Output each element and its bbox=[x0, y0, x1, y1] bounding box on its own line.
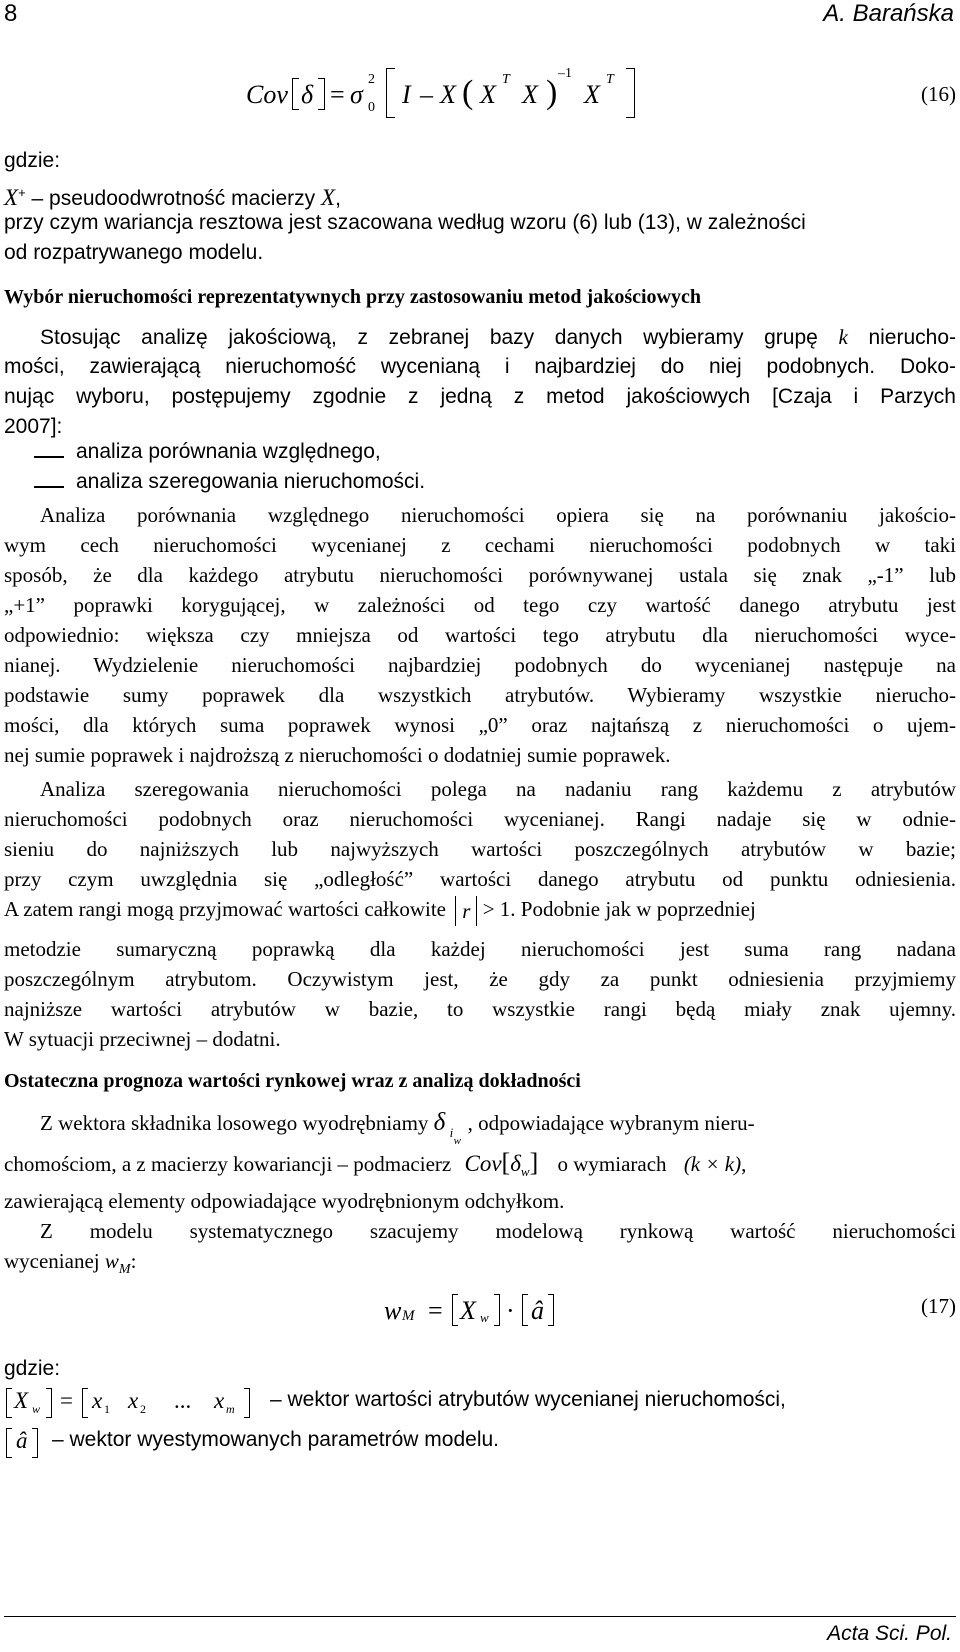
delta-iw-sub-w: w bbox=[453, 1135, 462, 1147]
s1-p2-l5: odpowiednio: większa czy mniejsza od wartości tego atrybutu dla nieruchomości wyce- bbox=[4, 623, 956, 647]
w2r1-eq: = bbox=[60, 1388, 73, 1413]
s1-p3-l5-a: A zatem rangi mogą przyjmować wartości całkowite bbox=[4, 897, 447, 921]
s2-p1-l1-b: , odpowiadające wybranym nieru- bbox=[467, 1111, 755, 1135]
eq16-X4: X bbox=[584, 80, 600, 109]
s1-p2-l4: „+1” poprawki korygującej, w zależności od tego czy wartość danego atrybutu jest bbox=[4, 593, 956, 617]
xplus-symbol: X bbox=[4, 185, 19, 210]
eq16-big-bracket-left bbox=[386, 68, 395, 118]
where1-line2: przy czym wariancja resztowa jest szacowana według wzoru (6) lub (13), w zależności bbox=[4, 211, 806, 234]
xplus-comma: , bbox=[335, 187, 341, 210]
eq16-equals: = bbox=[330, 80, 345, 109]
equation-17 bbox=[382, 1286, 602, 1336]
eq17-w: w bbox=[384, 1296, 402, 1325]
eq16-delta: δ bbox=[301, 80, 314, 109]
eq16-X2: X bbox=[480, 80, 496, 109]
s1-p3-l3: sieniu do najniższych lub najwyższych wartości poszczególnych atrybutów w bazie; bbox=[4, 837, 956, 861]
abs-r-symbol: r bbox=[462, 899, 471, 924]
s2-p2-l2-a: wycenianej bbox=[4, 1249, 100, 1273]
s1-p1-l3: nując wyboru, postępujemy zgodnie z jedną z metod jakościowych [Czaja i Parzych bbox=[4, 385, 956, 408]
eq17-Xsub: w bbox=[480, 1310, 489, 1325]
eq17-X: X bbox=[460, 1296, 476, 1325]
s2-p1-l1 bbox=[40, 1108, 956, 1147]
where2-row2 bbox=[4, 1424, 956, 1460]
s1-p2-l2: wym cech nieruchomości wycenianej z cechami nieruchomości podobnych w taki bbox=[4, 533, 956, 557]
s2-p1-l2-c: , bbox=[741, 1152, 747, 1176]
eq17-bracket-2l bbox=[522, 1294, 528, 1326]
w2r2-text: – wektor wyestymowanych parametrów modelu. bbox=[52, 1428, 500, 1451]
eq16-bracket-left bbox=[292, 78, 299, 110]
w2r1-xmsub: m bbox=[226, 1402, 235, 1416]
eq16-paren-left: ( bbox=[462, 74, 474, 111]
s2-wM-M: M bbox=[118, 1262, 131, 1278]
xplus-sup: + bbox=[18, 185, 26, 200]
section1-heading: Wybór nieruchomości reprezentatywnych przy zastosowaniu metod jakościowych bbox=[4, 286, 701, 308]
s2-p1-l2-b: o wymiarach bbox=[557, 1152, 667, 1176]
w2r1-x2sub: 2 bbox=[140, 1402, 146, 1416]
s1-p3-l8: najniższe wartości atrybutów w bazie, to wszystkie rangi będą miały znak ujemny. bbox=[4, 997, 956, 1021]
journal-name: Acta Sci. Pol. bbox=[827, 1622, 952, 1645]
eq17-bracket-1r bbox=[494, 1294, 500, 1326]
s2-p1-l3: zawierającą elementy odpowiadające wyodrębnionym odchyłkom. bbox=[4, 1189, 565, 1213]
where-label-1: gdzie: bbox=[4, 149, 61, 172]
s1-p3-l6: metodzie sumaryczną poprawką dla każdej nieruchomości jest suma rang nadana bbox=[4, 937, 956, 961]
s1-p1-l4: 2007]: bbox=[4, 415, 63, 438]
delta-iw bbox=[433, 1108, 468, 1147]
delta-iw-sub-i: i bbox=[449, 1125, 454, 1140]
s2-cov-lb: [ bbox=[501, 1148, 511, 1177]
w2r1-x1: x bbox=[92, 1388, 103, 1413]
s1-p3-l7: poszczególnym atrybutom. Oczywistym jest, że gdy za punkt odniesienia przyjmiemy bbox=[4, 967, 956, 991]
list-dash-2 bbox=[34, 486, 64, 488]
eq17-bracket-1l bbox=[452, 1294, 458, 1326]
s1-p1-l2: mości, zawierającą nieruchomość wycenianą i najbardziej do niej podobnych. Doko- bbox=[4, 355, 956, 378]
eq16-X1: X bbox=[440, 80, 456, 109]
w2r1-Xsub: w bbox=[32, 1402, 41, 1416]
w2r1-X: X bbox=[14, 1388, 29, 1413]
s1-p1-l1 bbox=[40, 322, 956, 353]
eq16-sigma: σ bbox=[350, 80, 363, 109]
eq17-dot: · bbox=[506, 1296, 515, 1325]
equation-16 bbox=[240, 66, 660, 126]
s1-p2-l9: nej sumie poprawek i najdroższą z nieruchomości o dodatniej sumie poprawek. bbox=[4, 743, 671, 767]
s1-p3-l9: W sytuacji przeciwnej – dodatni. bbox=[4, 1027, 281, 1051]
s1-p2-l8: mości, dla których suma poprawek wynosi „0” oraz najtańszą z nieruchomości o ujem- bbox=[4, 713, 956, 737]
s2-cov-w: w bbox=[520, 1164, 530, 1180]
w2r1-b1r bbox=[46, 1388, 52, 1418]
eq16-paren-right: ) bbox=[546, 74, 558, 111]
eq17-M: M bbox=[402, 1308, 415, 1324]
s1-p3-l1: Analiza szeregowania nieruchomości polega na nadaniu rang każdemu z atrybutów bbox=[40, 777, 956, 801]
s1-p3-l4: przy czym uwzględnia się „odległość” wartości danego atrybutu od punktu odniesienia. bbox=[4, 867, 956, 891]
gt-one: > 1 bbox=[482, 897, 511, 921]
w2r2-bl bbox=[6, 1428, 12, 1458]
s2-p1-l2-a: chomościom, a z macierzy kowariancji – podmacierz bbox=[4, 1152, 452, 1176]
eq16-sigma-sup: 2 bbox=[368, 72, 375, 87]
s2-wM-w: w bbox=[104, 1249, 119, 1273]
xplus-x: X bbox=[321, 185, 336, 210]
equation-number-16: (16) bbox=[921, 82, 956, 106]
s2-cov: Cov bbox=[464, 1151, 502, 1176]
w2r1-dots: ... bbox=[174, 1388, 192, 1413]
w2r1-b2l bbox=[82, 1388, 88, 1418]
eq17-a: â bbox=[531, 1296, 544, 1325]
eq17-bracket-2r bbox=[548, 1294, 554, 1326]
eq16-inverse: –1 bbox=[558, 66, 572, 81]
eq16-T2: T bbox=[606, 72, 614, 87]
s2-dim: (k × k) bbox=[683, 1152, 742, 1176]
where-label-2: gdzie: bbox=[4, 1357, 61, 1380]
eq16-X3: X bbox=[522, 80, 538, 109]
w2r2-br bbox=[32, 1428, 38, 1458]
s2-p2-l2-b: : bbox=[130, 1249, 137, 1273]
w2r2-a: â bbox=[16, 1428, 28, 1453]
eq16-T1: T bbox=[502, 72, 510, 87]
s1-p1-l1-k: k bbox=[838, 325, 848, 349]
eq17-equals: = bbox=[428, 1296, 443, 1325]
equation-number-17: (17) bbox=[921, 1294, 956, 1318]
list-dash-1 bbox=[34, 456, 64, 458]
s1-p1-l1-a: Stosując analizę jakościową, z zebranej bazy danych wybieramy grupę bbox=[40, 326, 818, 349]
s2-cov-delta: δ bbox=[510, 1151, 521, 1176]
w2r1-x2: x bbox=[128, 1388, 139, 1413]
list-item-2: analiza szeregowania nieruchomości. bbox=[76, 470, 426, 493]
s2-p2-l1: Z modelu systematycznego szacujemy modelową rynkową wartość nieruchomości bbox=[40, 1219, 956, 1243]
eq16-bracket-right bbox=[318, 78, 325, 110]
w2r1-b1l bbox=[6, 1388, 12, 1418]
s1-p3-l5-b: . Podobnie jak w poprzedniej bbox=[510, 897, 756, 921]
where1-line3: od rozpatrywanego modelu. bbox=[4, 241, 264, 264]
s1-p2-l3: sposób, że dla każdego atrybutu nieruchomości porównywanej ustala się znak „-1” lub bbox=[4, 563, 956, 587]
section2-heading: Ostateczna prognoza wartości rynkowej wraz z analizą dokładności bbox=[4, 1070, 581, 1092]
eq16-minus: – bbox=[420, 80, 433, 109]
list-item-1: analiza porównania względnego, bbox=[76, 440, 381, 463]
s1-p3-l2: nieruchomości podobnych oraz nieruchomości wycenianej. Rangi nadaje się w odnie- bbox=[4, 807, 956, 831]
s1-p1-l1-b: nierucho- bbox=[868, 326, 957, 349]
w2r1-b2r bbox=[244, 1388, 250, 1418]
s2-cov-rb: ] bbox=[529, 1148, 539, 1177]
abs-r bbox=[455, 896, 477, 926]
s1-p2-l1: Analiza porównania względnego nieruchomości opiera się na porównaniu jakościo- bbox=[40, 503, 956, 527]
footer-rule bbox=[4, 1616, 956, 1617]
eq16-big-bracket-right bbox=[626, 68, 635, 118]
s1-p3-l5 bbox=[4, 894, 956, 926]
s1-p2-l6: nianej. Wydzielenie nieruchomości najbardziej podobnych do wycenianej następuje na bbox=[4, 653, 956, 677]
delta-iw-symbol: δ bbox=[433, 1109, 446, 1136]
eq16-cov: Cov bbox=[246, 80, 288, 109]
w2r1-text: – wektor wartości atrybutów wycenianej nieruchomości, bbox=[270, 1388, 786, 1411]
s2-p1-l1-a: Z wektora składnika losowego wyodrębniamy bbox=[40, 1111, 429, 1135]
w2r1-x1sub: 1 bbox=[104, 1402, 110, 1416]
page-number: 8 bbox=[4, 0, 18, 27]
s2-p1-l2 bbox=[4, 1148, 956, 1187]
where2-row1 bbox=[4, 1382, 956, 1422]
s1-p2-l7: podstawie sumy poprawek dla wszystkich atrybutów. Wybieramy wszystkie nierucho- bbox=[4, 683, 956, 707]
eq16-sigma-sub: 0 bbox=[368, 100, 375, 115]
running-author: A. Barańska bbox=[823, 0, 954, 27]
w2r1-xm: x bbox=[214, 1388, 225, 1413]
eq16-I: I bbox=[402, 80, 411, 109]
xplus-text: – pseudoodwrotność macierzy bbox=[31, 187, 316, 210]
s2-p2-l2 bbox=[4, 1246, 956, 1285]
